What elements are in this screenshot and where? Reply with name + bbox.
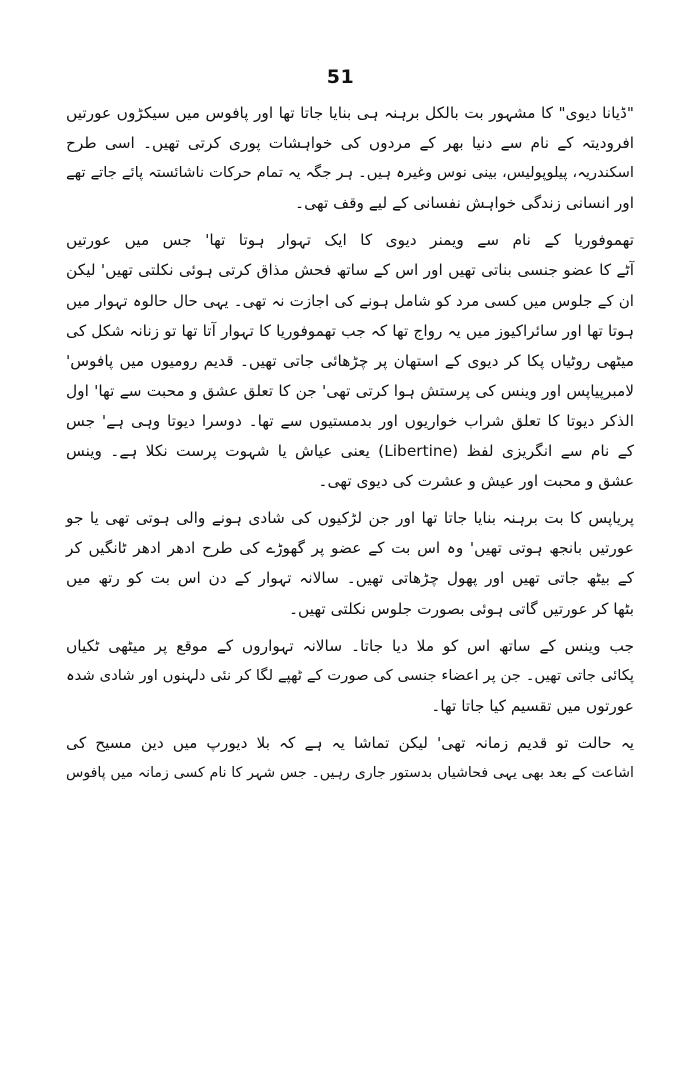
text-line: یہ حالت تو قدیم زمانہ تھی' لیکن تماشا یہ ہے کہ بلا دیورپ میں دین مسیح کی <box>66 733 634 752</box>
paragraph-1 <box>66 98 634 218</box>
paragraph-2 <box>66 225 634 496</box>
paragraph-5 <box>66 728 634 788</box>
text-line: میٹھی روٹیاں پکا کر دیوی کے استھان پر چڑھائی جاتی تھیں۔ قدیم رومیوں میں پافوس' <box>66 351 634 370</box>
text-line: پکائی جاتی تھیں۔ جن پر اعضاء جنسی کی صورت کے ٹھپے لگا کر نئی دلہنوں اور شادی شدہ <box>66 666 634 684</box>
text-line: پریاپس کا بت برہنہ بنایا جاتا تھا اور جن لڑکیوں کی شادی ہونے والی ہوتی تھی یا جو <box>66 509 634 528</box>
text-line: اشاعت کے بعد بھی یہی فحاشیاں بدستور جاری رہیں۔ جس شہر کا نام کسی زمانہ میں پافوس <box>66 764 634 781</box>
paragraph-4 <box>66 631 634 721</box>
text-line: تھموفوریا کے نام سے ویمنر دیوی کا ایک تہوار ہوتا تھا' جس میں عورتیں <box>66 231 634 250</box>
text-line: کے بیٹھ جاتی تھیں اور پھول چڑھاتی تھیں۔ سالانہ تہوار کے دن اس بت کو رتھ میں <box>66 569 634 588</box>
text-line: الذکر دیوتا کا تعلق شراب خواریوں اور بدمستیوں سے تھا۔ دوسرا دیوتا وہی ہے' جس <box>66 411 634 430</box>
page-text <box>66 98 634 795</box>
paragraph-3 <box>66 503 634 623</box>
text-line: بٹھا کر عورتیں گاتی ہوئی بصورت جلوس نکلتی تھیں۔ <box>288 599 634 618</box>
text-line: آٹے کا عضو جنسی بناتی تھیں اور اس کے ساتھ فحش مذاق کرتی ہوئی نکلتی تھیں' لیکن <box>66 261 634 280</box>
text-line: عورتیں بانجھ ہوتی تھیں' وہ اس بت کے عضو پر گھوڑے کی طرح ادھر ادھر ٹانگیں کر <box>66 539 634 558</box>
text-line: ہوتا تھا اور سائراکیوز میں یہ رواج تھا کہ جب تھموفوریا کا تہوار آتا تھا تو زنانہ شکل کی <box>66 321 634 340</box>
text-line: "ڈیانا دیوی" کا مشہور بت بالکل برہنہ ہی بنایا جاتا تھا اور پافوس میں سیکڑوں عورتیں <box>66 104 634 122</box>
text-line: لامبرپیاپس اور وینس کی پرستش ہوا کرتی تھی' جن کا تعلق عشق و محبت سے تھا' اول <box>66 381 634 400</box>
page-number: 51 <box>326 66 355 88</box>
text-line: افرودیتہ کے نام سے دنیا بھر کے مردوں کی خواہشات پوری کرتی تھیں۔ اسی طرح <box>66 134 634 153</box>
text-line: اور انسانی زندگی خواہش نفسانی کے لیے وقف تھی۔ <box>295 194 634 213</box>
text-line: عورتوں میں تقسیم کیا جاتا تھا۔ <box>431 696 634 715</box>
text-line: جب وینس کے ساتھ اس کو ملا دیا جاتا۔ سالانہ تہواروں کے موقع پر میٹھی ٹکیاں <box>66 636 634 655</box>
text-line: اسکندریہ، پیلوپولیس، بینی نوس وغیرہ ہیں۔ ہر جگہ یہ تمام حرکات ناشائستہ پائے جاتے تھے <box>66 164 634 182</box>
text-line: کے نام سے انگریزی لفظ (Libertine) یعنی عیاش یا شہوت پرست نکلا ہے۔ وینس <box>66 442 634 461</box>
text-line: عشق و محبت اور عیش و عشرت کی دیوی تھی۔ <box>318 472 634 491</box>
text-line: ان کے جلوس میں کسی مرد کو شامل ہونے کی اجازت نہ تھی۔ یہی حال حالوہ تہوار میں <box>66 291 634 310</box>
